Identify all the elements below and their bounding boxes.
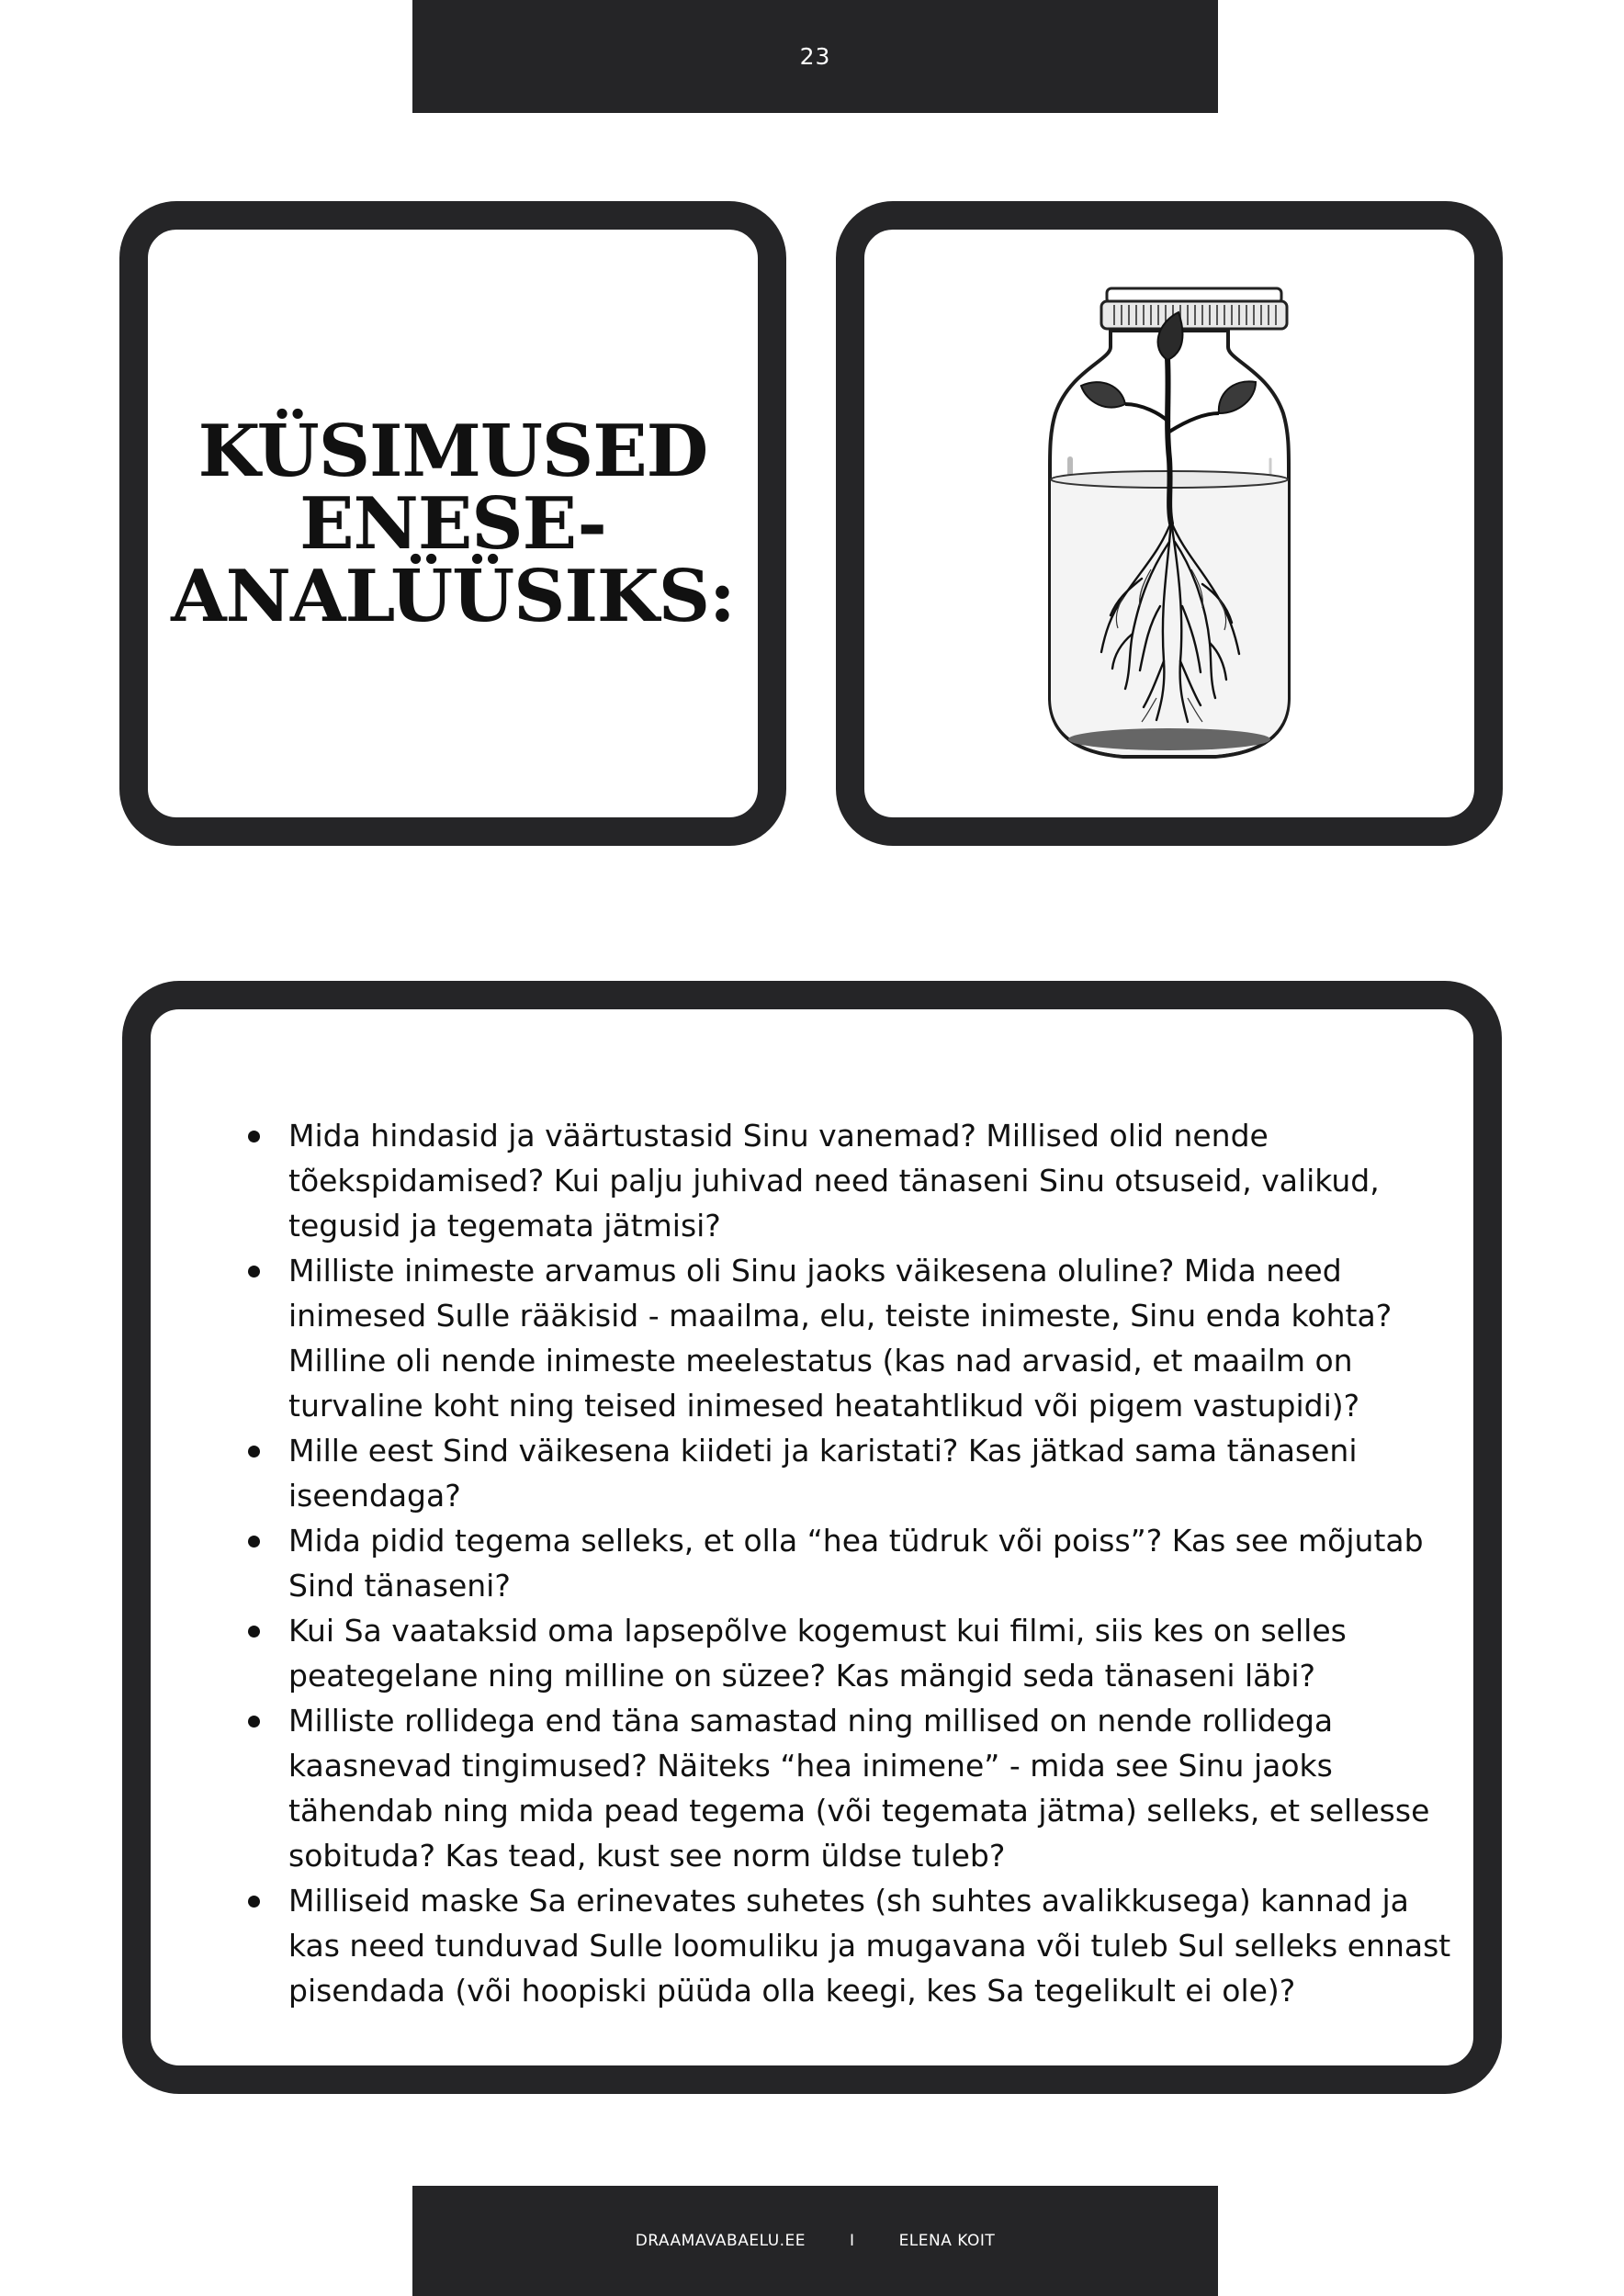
question-text: Milliste rollidega end täna samastad ning millised on nende rollidega kaasnevad tingimused? Näiteks “hea inimene” - mida see Sinu jaoks tähendab ning mida pead tegema (või tegemata jätma) selleks, et sellesse sobituda? Kas tead, kust see norm üldse tuleb?	[288, 1703, 1430, 1874]
bullet-icon	[248, 1716, 260, 1728]
jar-with-sprouting-plant-icon	[1022, 276, 1316, 771]
bullet-icon	[248, 1131, 260, 1142]
footer-separator: I	[850, 2232, 855, 2250]
page-title	[171, 409, 735, 638]
question-text: Kui Sa vaataksid oma lapsepõlve kogemust kui filmi, siis kes on selles peategelane ning milline on süzee? Kas mängid seda tänaseni läbi?	[288, 1613, 1347, 1694]
list-item	[248, 1878, 1460, 2013]
header-bar	[412, 0, 1218, 113]
list-item	[248, 1428, 1460, 1518]
question-text: Mille eest Sind väikesena kiideti ja karistati? Kas jätkad sama tänaseni iseendaga?	[288, 1433, 1358, 1514]
title-card	[119, 201, 786, 846]
title-line-2: ENESE-	[299, 481, 606, 566]
bullet-icon	[248, 1266, 260, 1277]
question-text: Mida pidid tegema selleks, et olla “hea tüdruk või poiss”? Kas see mõjutab Sind tänaseni?	[288, 1523, 1424, 1604]
illustration-card	[836, 201, 1503, 846]
list-item	[248, 1113, 1460, 1248]
bullet-icon	[248, 1446, 260, 1458]
title-line-1: KÜSIMUSED	[197, 409, 708, 493]
bullet-icon	[248, 1626, 260, 1638]
questions-card	[122, 981, 1502, 2094]
list-item	[248, 1608, 1460, 1698]
question-text: Mida hindasid ja väärtustasid Sinu vanemad? Millised olid nende tõekspidamised? Kui palju juhivad need tänaseni Sinu otsuseid, valikud, tegusid ja tegemata jätmisi?	[288, 1118, 1380, 1244]
footer-site-link[interactable]: DRAAMAVABAELU.EE	[635, 2232, 806, 2250]
list-item	[248, 1698, 1460, 1878]
title-line-3: ANALÜÜSIKS:	[171, 554, 735, 638]
page-number: 23	[799, 43, 831, 70]
footer-author: ELENA KOIT	[898, 2232, 996, 2250]
bullet-icon	[248, 1536, 260, 1548]
footer-bar	[412, 2186, 1218, 2296]
list-item	[248, 1248, 1460, 1428]
bullet-icon	[248, 1896, 260, 1908]
list-item	[248, 1518, 1460, 1608]
question-text: Milliseid maske Sa erinevates suhetes (sh suhtes avalikkusega) kannad ja kas need tunduvad Sulle loomuliku ja mugavana või tuleb Sul selleks ennast pisendada (või hoopiski püüda olla keegi, kes Sa tegelikult ei ole)?	[288, 1883, 1451, 2009]
question-list	[248, 1113, 1460, 2013]
question-text: Milliste inimeste arvamus oli Sinu jaoks väikesena oluline? Mida need inimesed Sulle rääkisid - maailma, elu, teiste inimeste, Sinu enda kohta? Milline oli nende inimeste meelestatus (kas nad arvasid, et maailm on turvaline koht ning teised inimesed heatahtlikud või pigem vastupidi)?	[288, 1253, 1393, 1424]
